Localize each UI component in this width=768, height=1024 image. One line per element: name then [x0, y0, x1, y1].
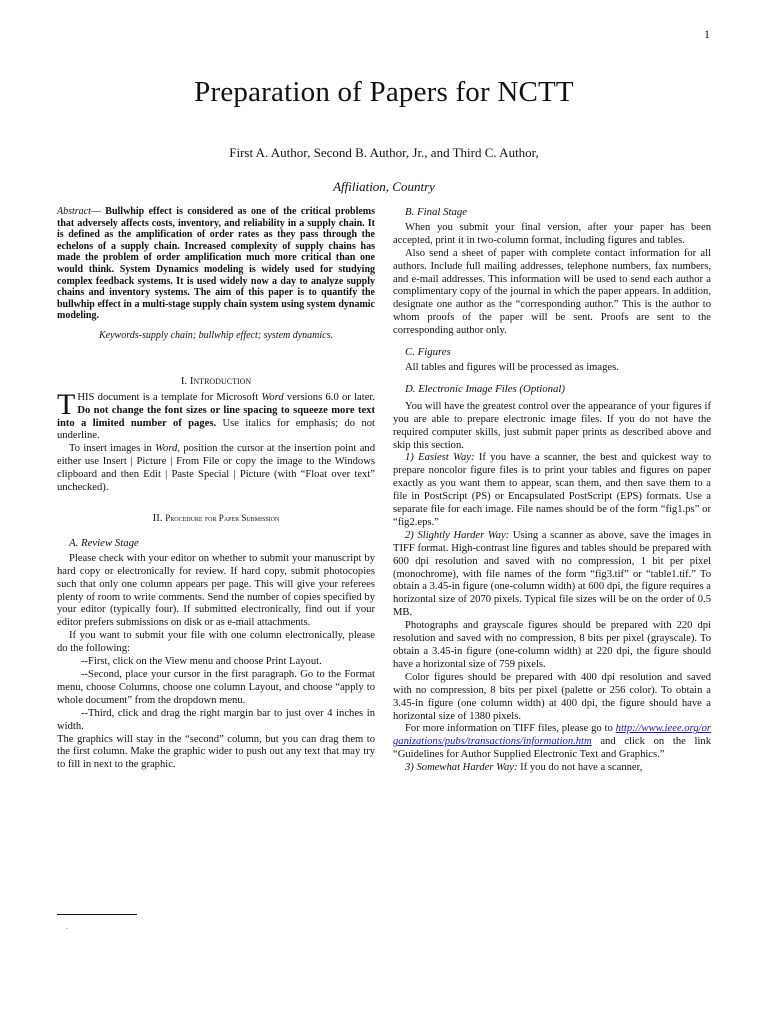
review-paragraph-2: If you want to submit your file with one column electronically, please do the following:	[57, 630, 375, 655]
right-column	[393, 206, 711, 775]
footnote-mark: .	[66, 922, 68, 931]
section-number: I.	[180, 374, 190, 387]
intro-word-italic: Word,	[155, 443, 180, 455]
intro-text: Use italics for emphasis; do not underline.	[57, 417, 375, 442]
section-heading-procedure	[57, 512, 375, 525]
intro-text: To insert images in	[69, 443, 156, 455]
drop-cap: T	[57, 387, 76, 421]
footnote-rule	[57, 914, 137, 915]
abstract-text: Bullwhip effect is considered as one of the critical problems that adversely affects costs, inventory, and reliability in a supply chain. It is defined as the amplification of order rates as they pass through the echelons of a supply chain. Increased complexity of supply chains has made the problem of order amplification much more critical than one would think. System Dynamics modeling is widely used for studying complex feedback systems. It is used widely now a day to analyze supply chains and inventory systems. The aim of this paper is to quantify the bullwhip effect in a multi-stage supply chain system using system dynamic modeling.	[57, 206, 376, 322]
easiest-way-paragraph	[393, 452, 711, 529]
section-title: Procedure for Paper Submission	[165, 513, 280, 523]
abstract-label: Abstract	[57, 206, 91, 217]
abstract	[57, 206, 375, 322]
tiff-text: and click on the link “Guidelines for Author Supplied Electronic Text and Graphics.”	[393, 736, 711, 761]
intro-paragraph-2	[57, 443, 375, 495]
final-paragraph-1: When you submit your final version, after your paper has been accepted, print it in two-column format, including figures and tables.	[393, 221, 711, 246]
subsection-final-stage: B. Final Stage	[405, 206, 468, 218]
figures-paragraph: All tables and figures will be processed as images.	[405, 361, 619, 373]
intro-word-italic: Word	[261, 391, 284, 403]
affiliation: Affiliation, Country	[333, 179, 435, 194]
review-paragraph-3: The graphics will stay in the “second” column, but you can drag them to the first column. Make the graphic wider to push out any text that may try to fill in next to the graphic.	[57, 733, 375, 771]
subsection-electronic-files: D. Electronic Image Files (Optional)	[405, 382, 566, 395]
harder-way-label: 2) Slightly Harder Way:	[405, 529, 510, 541]
harder-way-text: Using a scanner as above, save the images in TIFF format. High-contrast line figures and tables should be prepared with 600 dpi resolution and saved with no compression, 1 bit per pixel (monochrome), with file names of the form “fig3.tif” or “table1.tif.” To obtain a 3.45-in figure (one-column width) at 600 dpi, the figure requires a horizontal size of 2070 pixels. Typical file sizes will be on the order of 0.5 MB.	[393, 529, 712, 619]
color-figures-paragraph: Color figures should be prepared with 400 dpi resolution and saved with no compression, 8 bits per pixel (palette or 256 color). To obtain a 3.45-in figure (one column width) at 400 dpi, the figure should have a horizontal size of 1380 pixels.	[393, 671, 711, 722]
step-item: --Second, place your cursor in the first paragraph. Go to the Format menu, choose Columns, choose one column Layout, and choose “apply to whole document” from the dropdown menu.	[57, 668, 375, 706]
intro-paragraph-1	[57, 387, 375, 444]
steps-list	[57, 656, 375, 733]
abstract-dash: —	[90, 206, 106, 217]
easiest-way-label: 1) Easiest Way:	[405, 452, 475, 464]
photographs-paragraph: Photographs and grayscale figures should be prepared with 220 dpi resolution and saved with no compression, 8 bits per pixel (grayscale). To obtain a 3.45-in figure (one-column width) at 220 dpi, the figure should have a horizontal size of 759 pixels.	[393, 620, 711, 670]
somewhat-harder-text: If you do not have a scanner,	[517, 762, 643, 774]
author-list: First A. Author, Second B. Author, Jr., and Third C. Author,	[229, 145, 539, 160]
section-number: II.	[152, 512, 166, 524]
subsection-review-stage: A. Review Stage	[69, 536, 139, 549]
page-number: 1	[704, 27, 710, 41]
tiff-info-paragraph	[393, 723, 711, 762]
paper-title: Preparation of Papers for NCTT	[194, 76, 574, 108]
subsection-figures: C. Figures	[405, 346, 451, 359]
electronic-paragraph-1: You will have the greatest control over the appearance of your figures if you are able to prepare electronic image files. If you do not have the required computer skills, just submit paper prints as described above and skip this section.	[393, 400, 711, 451]
left-column	[57, 206, 375, 772]
review-paragraph-1: Please check with your editor on whether to submit your manuscript by hard copy or electronically for review. If hard copy, submit photocopies such that only one column appears per page. This will give your referees plenty of room to write comments. Send the number of copies specified by your editor (typically four). If submitted electronically, find out if your editor prefers submissions on disk or as e-mail attachments.	[57, 552, 375, 629]
step-item: --Third, click and drag the right margin bar to just over 4 inches in width.	[57, 707, 375, 732]
intro-bold-warning: Do not change the font sizes or line spacing to squeeze more text into a limited number of pages.	[57, 404, 375, 429]
intro-text: versions 6.0 or later.	[283, 391, 375, 403]
intro-text: HIS document is a template for Microsoft	[77, 391, 262, 403]
section-heading-introduction	[57, 375, 375, 388]
tiff-text: For more information on TIFF files, please go to	[405, 723, 616, 735]
intro-text: position the cursor at the insertion point and either use Insert | Picture | From File or copy the image to the Windows clipboard and then Edit | Paste Special | Picture (with “Float over text” unchecked).	[57, 443, 375, 494]
harder-way-paragraph	[393, 530, 711, 620]
ieee-link[interactable]: http://www.ieee.org/organizations/pubs/transactions/information.htm	[393, 723, 711, 748]
keywords: Keywords-supply chain; bullwhip effect; system dynamics.	[98, 329, 334, 341]
step-item: --First, click on the View menu and choose Print Layout.	[81, 656, 322, 668]
section-title: Introduction	[189, 374, 252, 387]
somewhat-harder-paragraph	[393, 762, 711, 775]
somewhat-harder-label: 3) Somewhat Harder Way:	[405, 762, 518, 774]
final-paragraph-2: Also send a sheet of paper with complete contact information for all authors. Include full mailing addresses, telephone numbers, fax numbers, and e-mail addresses. This information will be used to send each author a complimentary copy of the journal in which the paper appears. In addition, designate one author as the “corresponding author.” This is the author to whom proofs of the paper will be sent. Proofs are sent to the corresponding author only.	[393, 247, 711, 337]
easiest-way-text: If you have a scanner, the best and quickest way to prepare noncolor figure files is to print your tables and figures on paper exactly as you want them to appear, scan them, and then save them to a file in PostScript (PS) or Encapsulated PostScript (EPS) formats. Use a separate file for each image. File names should be of the form “fig1.ps” or “fig2.eps.”	[393, 452, 711, 528]
